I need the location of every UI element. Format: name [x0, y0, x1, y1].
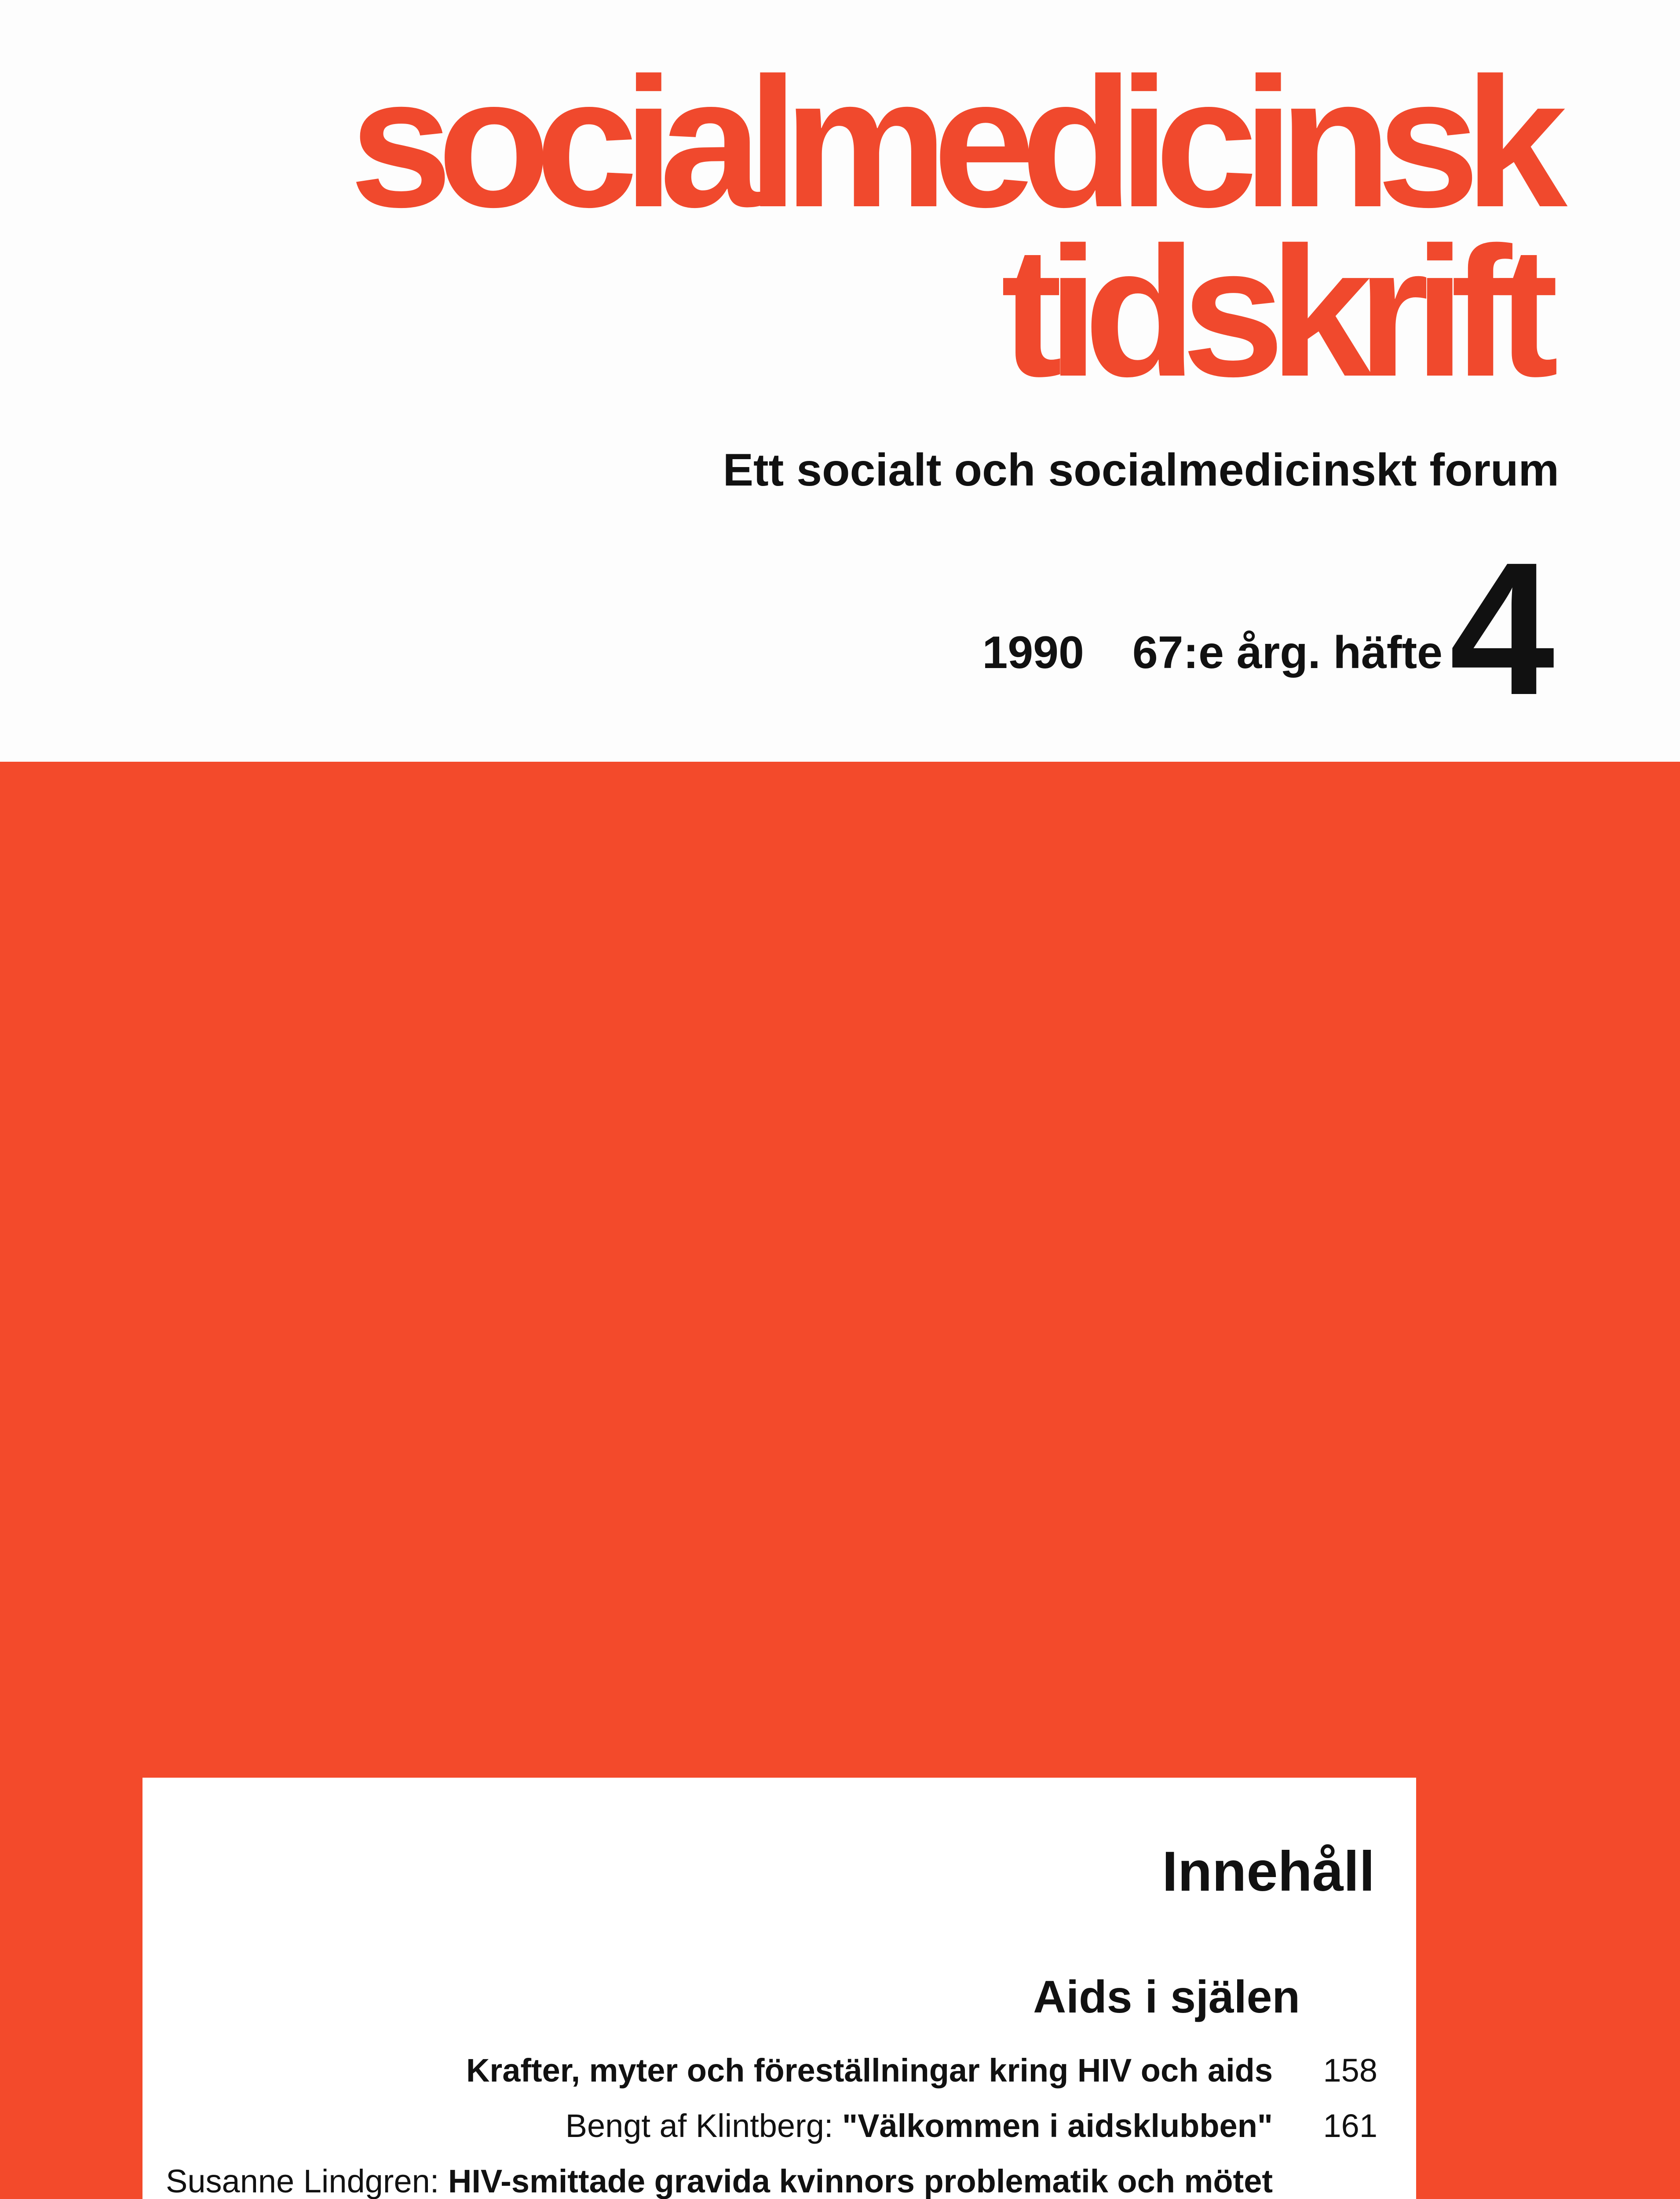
issue-year: 1990 [982, 627, 1084, 678]
issue-info [982, 627, 1443, 679]
toc-entry-text [142, 2161, 1273, 2199]
toc-entry-author: Bengt af Klintberg: [565, 2108, 843, 2144]
toc-entry-page: 161 [1323, 2108, 1377, 2144]
masthead [0, 0, 1680, 762]
toc-entry-title: HIV-smittade gravida kvinnors problematik och mötet [448, 2163, 1273, 2199]
toc-entry-title: Krafter, myter och föreställningar kring HIV och aids [466, 2052, 1273, 2089]
issue-theme: Aids i själen [1033, 1972, 1300, 2023]
journal-subtitle: Ett socialt och socialmedicinskt forum [723, 445, 1559, 496]
toc-entry-text [142, 2106, 1273, 2146]
toc-entry[interactable] [142, 2161, 1416, 2199]
toc-entry-title: "Välkommen i aidsklubben" [842, 2108, 1273, 2144]
toc-entry-text [142, 2050, 1273, 2091]
toc-entry-author: Susanne Lindgren: [166, 2163, 448, 2199]
table-of-contents [142, 1778, 1416, 2199]
contents-list [142, 2050, 1416, 2199]
journal-title-line2: tidskrift [1001, 209, 1544, 415]
journal-title-line1: socialmedicinsk [350, 40, 1552, 246]
issue-number: 4 [1449, 523, 1555, 734]
toc-entry[interactable] [142, 2106, 1416, 2146]
toc-entry-page: 158 [1323, 2052, 1377, 2089]
cover-red-band [0, 762, 1680, 2199]
toc-entry[interactable] [142, 2050, 1416, 2091]
volume-issue-label: 67:e årg. häfte [1132, 627, 1443, 678]
contents-heading: Innehåll [1162, 1840, 1375, 1903]
journal-logo [350, 40, 1552, 415]
